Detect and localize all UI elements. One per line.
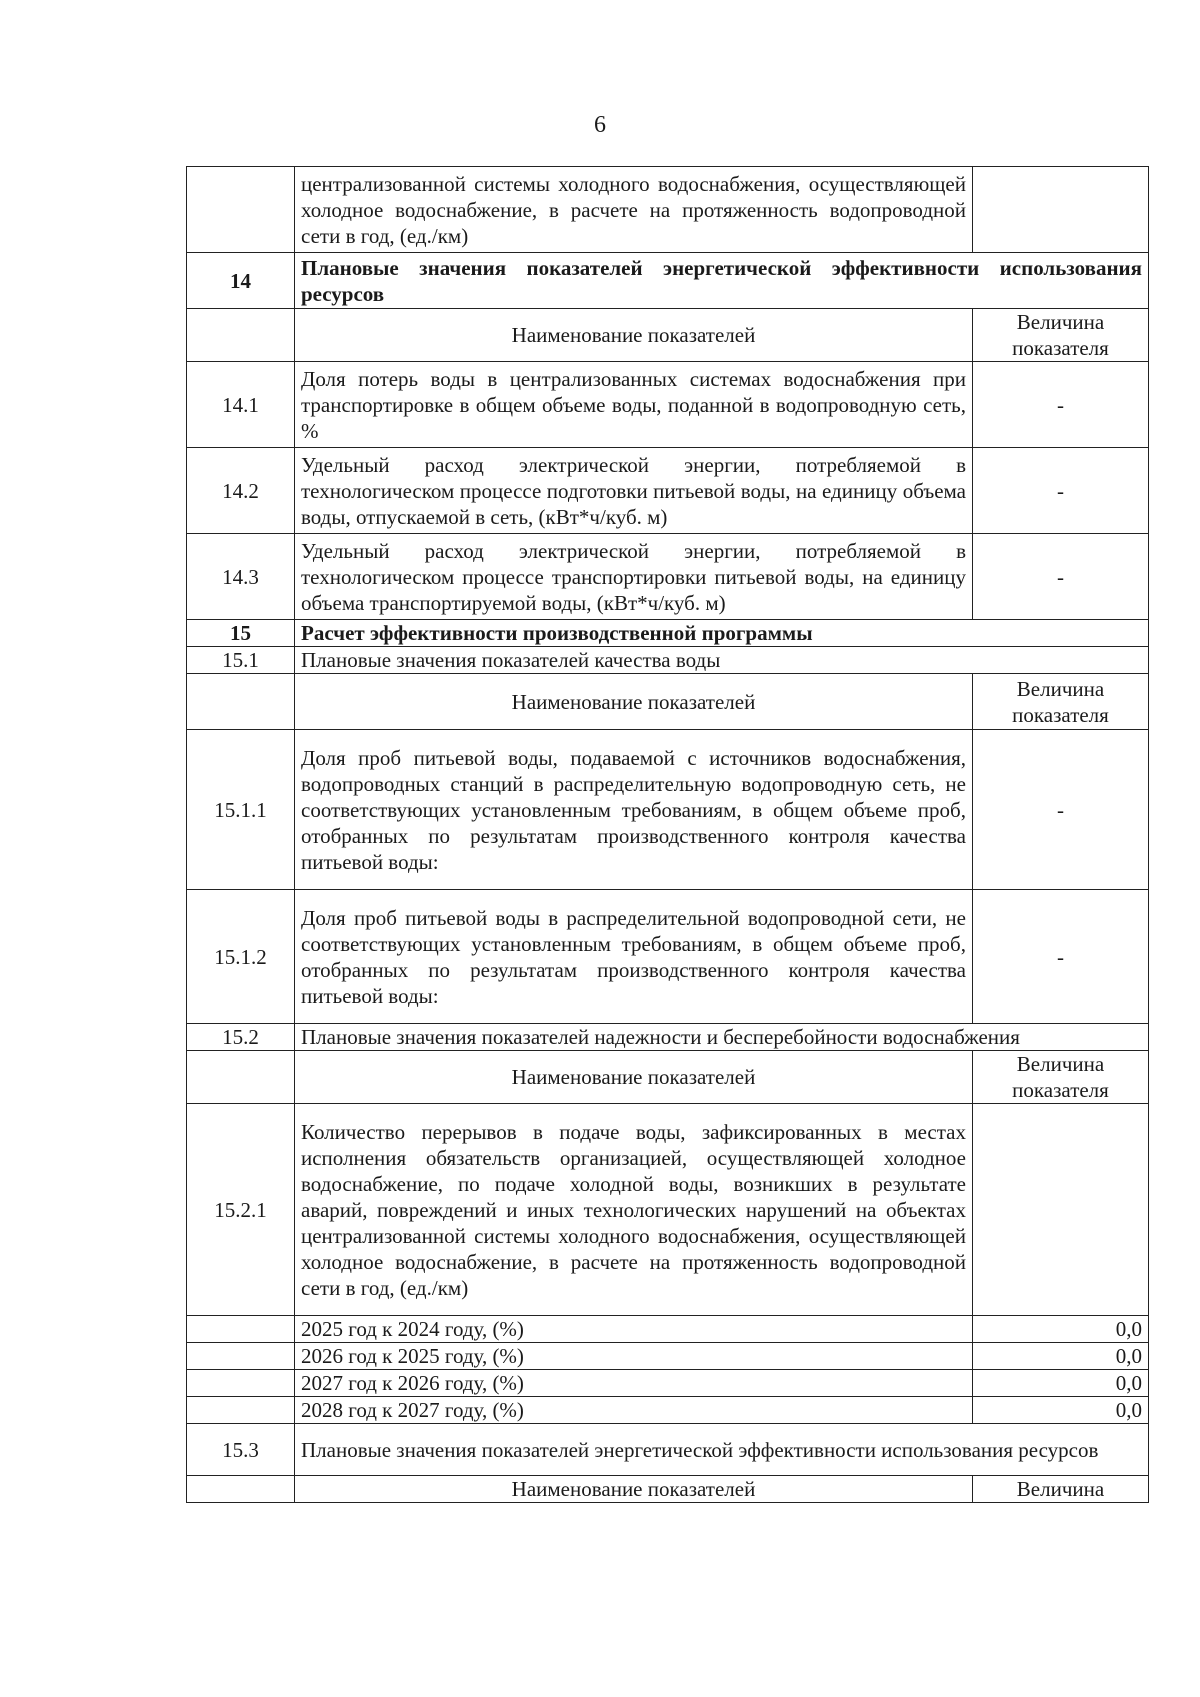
subsection-title: Плановые значения показателей надежности и бесперебойности водоснабжения: [295, 1024, 1149, 1051]
row-number: [187, 1316, 295, 1343]
section-title: Расчет эффективности производственной программы: [295, 620, 1149, 647]
subsection-number: 15.1: [187, 647, 295, 674]
table-row: [187, 362, 1149, 448]
row-text: Удельный расход электрической энергии, потребляемой в технологическом процессе подготовки питьевой воды, на единицу объема воды, отпускаемой в сеть, (кВт*ч/куб. м): [295, 448, 973, 534]
row-number: 14.2: [187, 448, 295, 534]
row-value: [973, 167, 1149, 253]
header-value: Величина: [973, 1476, 1149, 1503]
header-empty: [187, 1051, 295, 1104]
year-label: 2028 год к 2027 году, (%): [295, 1397, 973, 1424]
row-number: 14.3: [187, 534, 295, 620]
section-row: [187, 253, 1149, 309]
row-text: Доля потерь воды в централизованных системах водоснабжения при транспортировке в общем объеме воды, поданной в водопроводную сеть, %: [295, 362, 973, 448]
row-value: -: [973, 534, 1149, 620]
subsection-row: [187, 647, 1149, 674]
year-row: [187, 1316, 1149, 1343]
year-value: 0,0: [973, 1316, 1149, 1343]
year-value: 0,0: [973, 1397, 1149, 1424]
row-value: [973, 1104, 1149, 1316]
year-label: 2025 год к 2024 году, (%): [295, 1316, 973, 1343]
subsection-row: [187, 1024, 1149, 1051]
row-value: -: [973, 890, 1149, 1024]
row-text: Доля проб питьевой воды в распределительной водопроводной сети, не соответствующих установленным требованиям, в общем объеме проб, отобранных по результатам производственного контроля качества питьевой воды:: [295, 890, 973, 1024]
row-value: -: [973, 448, 1149, 534]
header-name: Наименование показателей: [295, 1051, 973, 1104]
year-row: [187, 1370, 1149, 1397]
indicators-table: [186, 166, 1149, 1503]
table-row: [187, 730, 1149, 890]
row-value: -: [973, 362, 1149, 448]
row-number: [187, 1343, 295, 1370]
year-label: 2027 год к 2026 году, (%): [295, 1370, 973, 1397]
page-number: 6: [594, 112, 606, 138]
row-number: [187, 167, 295, 253]
section-title: Плановые значения показателей энергетической эффективности использования ресурсов: [295, 253, 1149, 309]
section-number: 15: [187, 620, 295, 647]
table-row: [187, 448, 1149, 534]
header-name: Наименование показателей: [295, 1476, 973, 1503]
header-name: Наименование показателей: [295, 309, 973, 362]
subsection-title: Плановые значения показателей энергетической эффективности использования ресурсов: [295, 1424, 1149, 1476]
subsection-title: Плановые значения показателей качества воды: [295, 647, 1149, 674]
section-number: 14: [187, 253, 295, 309]
year-row: [187, 1397, 1149, 1424]
row-text: Удельный расход электрической энергии, потребляемой в технологическом процессе транспортировки питьевой воды, на единицу объема транспортируемой воды, (кВт*ч/куб. м): [295, 534, 973, 620]
row-text: централизованной системы холодного водоснабжения, осуществляющей холодное водоснабжение, в расчете на протяженность водопроводной сети в год, (ед./км): [295, 167, 973, 253]
header-value: Величина показателя: [973, 1051, 1149, 1104]
subsection-number: 15.3: [187, 1424, 295, 1476]
table-row: [187, 167, 1149, 253]
year-row: [187, 1343, 1149, 1370]
header-row: [187, 674, 1149, 730]
row-number: 15.1.2: [187, 890, 295, 1024]
header-name: Наименование показателей: [295, 674, 973, 730]
row-number: 15.2.1: [187, 1104, 295, 1316]
subsection-number: 15.2: [187, 1024, 295, 1051]
table-row: [187, 1104, 1149, 1316]
header-value: Величина показателя: [973, 309, 1149, 362]
row-text: Количество перерывов в подаче воды, зафиксированных в местах исполнения обязательств организацией, осуществляющей холодное водоснабжение, по подаче холодной воды, возникших в результате аварий, повреждений и иных технологических нарушений на объектах централизованной системы холодного водоснабжения, осуществляющей холодное водоснабжение, в расчете на протяженность водопроводной сети в год, (ед./км): [295, 1104, 973, 1316]
year-label: 2026 год к 2025 году, (%): [295, 1343, 973, 1370]
header-empty: [187, 674, 295, 730]
row-number: [187, 1370, 295, 1397]
header-value: Величина показателя: [973, 674, 1149, 730]
header-row: [187, 309, 1149, 362]
section-row: [187, 620, 1149, 647]
header-empty: [187, 309, 295, 362]
row-number: 15.1.1: [187, 730, 295, 890]
year-value: 0,0: [973, 1370, 1149, 1397]
row-text: Доля проб питьевой воды, подаваемой с источников водоснабжения, водопроводных станций в распределительную водопроводную сеть, не соответствующих установленным требованиям, в общем объеме проб, отобранных по результатам производственного контроля качества питьевой воды:: [295, 730, 973, 890]
row-number: 14.1: [187, 362, 295, 448]
row-value: -: [973, 730, 1149, 890]
header-row: [187, 1051, 1149, 1104]
year-value: 0,0: [973, 1343, 1149, 1370]
header-row: [187, 1476, 1149, 1503]
row-number: [187, 1397, 295, 1424]
header-empty: [187, 1476, 295, 1503]
table-row: [187, 534, 1149, 620]
table-row: [187, 890, 1149, 1024]
subsection-row: [187, 1424, 1149, 1476]
